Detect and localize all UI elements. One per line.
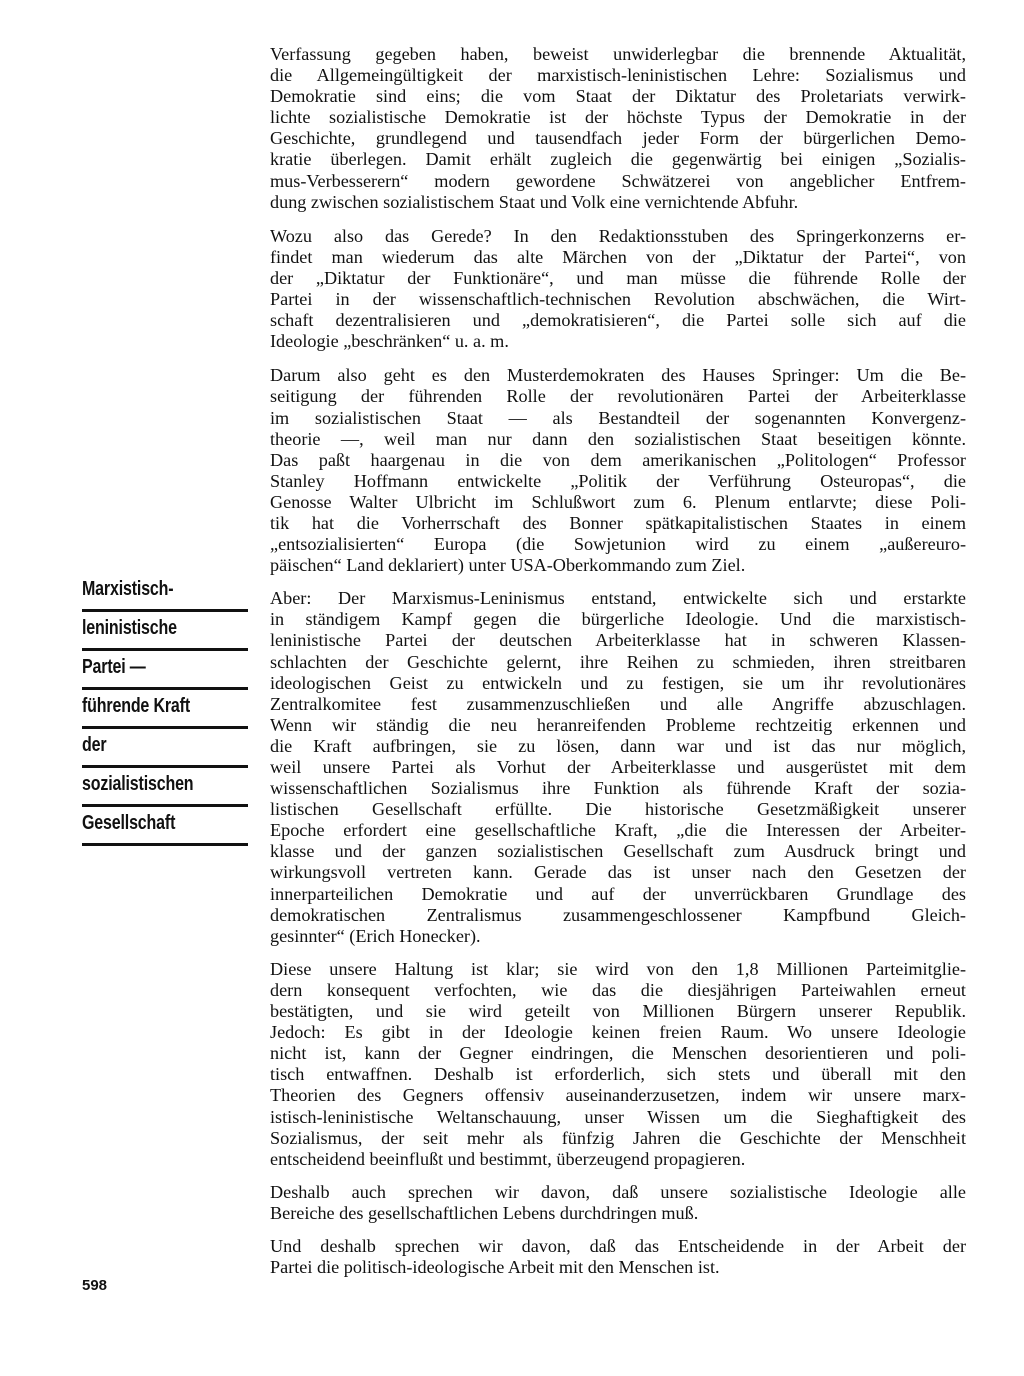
- marginal-heading-line: leninistische: [82, 617, 177, 639]
- text-line: innerparteilichen Demokratie und auf der unverrückbaren Grundlage des: [270, 883, 966, 904]
- text-line: dung zwischen sozialistischem Staat und Volk eine vernichtende Abfuhr.: [270, 191, 799, 212]
- text-line: Bereiche des gesellschaftlichen Lebens durchdringen muß.: [270, 1202, 699, 1223]
- paragraph: [270, 44, 966, 213]
- text-line: Epoche erfordert eine gesellschaftliche Kraft, „die die Interessen der Arbeiter-: [270, 820, 966, 841]
- main-text-column: [270, 44, 966, 1290]
- text-line: Geschichte, grundlegend und tausendfach jeder Form der bürgerlichen Demo-: [270, 128, 966, 149]
- paragraph: [270, 1182, 966, 1224]
- text-line: schaft dezentralisieren und „demokratisieren“, die Partei solle sich auf die: [270, 310, 966, 331]
- heading-rule: [82, 609, 248, 612]
- heading-rule: [82, 726, 248, 729]
- text-line: Partei die politisch-ideologische Arbeit mit den Menschen ist.: [270, 1257, 720, 1278]
- text-line: tik hat die Vorherrschaft des Bonner spätkapitalistischen Staates in einem: [270, 512, 966, 533]
- text-line: mus-Verbesserern“ modern gewordene Schwätzerei von angeblicher Entfrem-: [270, 170, 966, 191]
- text-line: Stanley Hoffmann entwickelte „Politik der Verführung Osteuropas“, die: [270, 470, 966, 491]
- heading-rule: [82, 765, 248, 768]
- text-line: Verfassung gegeben haben, beweist unwiderlegbar die brennende Aktualität,: [270, 44, 966, 64]
- text-line: Jedoch: Es gibt in der Ideologie keinen freien Raum. Wo unsere Ideologie: [270, 1022, 966, 1043]
- paragraph: [270, 1236, 966, 1278]
- heading-rule: [82, 804, 248, 807]
- text-line: in ständigem Kampf gegen die bürgerliche Ideologie. Und die marxistisch-: [270, 609, 966, 630]
- paragraph: [270, 365, 966, 576]
- text-line: ideologischen Geist zu entwickeln und zu festigen, sie um ihr revolutionäres: [270, 672, 966, 693]
- text-line: theorie —, weil man nur dann den sozialistischen Staat beseitigen könnte.: [270, 428, 966, 449]
- text-line: demokratischen Zentralismus zusammengeschlossener Kampfbund Gleich-: [270, 904, 966, 925]
- heading-rule: [82, 843, 248, 846]
- paragraph: [270, 226, 966, 353]
- text-line: Wenn wir ständig die neu heranreifenden Probleme rechtzeitig erkennen und: [270, 714, 966, 735]
- text-line: Demokratie sind eins; die vom Staat der Diktatur des Proletariats verwirk-: [270, 86, 966, 107]
- marginal-heading-line: der: [82, 734, 107, 756]
- text-line: tisch entwaffnen. Deshalb ist erforderlich, sich stets und überall mit den: [270, 1064, 966, 1085]
- marginal-heading-line: Partei —: [82, 656, 146, 678]
- text-line: bestätigten, und sie wird geteilt von Millionen Bürgern unserer Republik.: [270, 1001, 966, 1022]
- marginal-heading-line: Gesellschaft: [82, 812, 176, 834]
- text-line: gesinnter“ (Erich Honecker).: [270, 925, 481, 946]
- text-line: Und deshalb sprechen wir davon, daß das Entscheidende in der Arbeit der: [270, 1235, 966, 1256]
- text-line: Diese unsere Haltung ist klar; sie wird von den 1,8 Millionen Parteimitglie-: [270, 958, 966, 979]
- text-line: dern konsequent verfochten, wie das die diesjährigen Parteiwahlen erneut: [270, 979, 966, 1000]
- text-line: entscheidend beeinflußt und bestimmt, überzeugend propagieren.: [270, 1148, 746, 1169]
- marginal-heading-line: führende Kraft: [82, 695, 190, 717]
- text-line: weil unsere Partei als Vorhut der Arbeiterklasse und ausgerüstet mit dem: [270, 757, 966, 777]
- text-line: kratie überlegen. Damit erhält zugleich die gegenwärtig bei einigen „Sozialis-: [270, 149, 966, 170]
- marginal-heading: [82, 578, 248, 851]
- text-line: Partei in der wissenschaftlich-technischen Revolution abschwächen, die Wirt-: [270, 289, 966, 310]
- text-line: lichte sozialistische Demokratie ist der höchste Typus der Demokratie in der: [270, 107, 966, 128]
- text-line: wissenschaftlichen Sozialismus ihre Funktion als führende Kraft der sozia-: [270, 778, 966, 799]
- text-line: wirkungsvoll vertreten kann. Gerade das ist unser nach den Gesetzen der: [270, 862, 966, 883]
- marginal-heading-line: Marxistisch-: [82, 578, 174, 600]
- text-line: die Kraft aufbringen, sie zu lösen, dann war und ist das nur möglich,: [270, 735, 966, 756]
- text-line: im sozialistischen Staat — als Bestandteil der sogenannten Konvergenz-: [270, 407, 966, 428]
- text-line: Das paßt haargenau in die von dem amerikanischen „Politologen“ Professor: [270, 449, 966, 470]
- text-line: findet man wiederum das alte Märchen von der „Diktatur der Partei“, von: [270, 246, 966, 267]
- text-line: Deshalb auch sprechen wir davon, daß unsere sozialistische Ideologie alle: [270, 1181, 966, 1202]
- page-number: 598: [82, 1277, 108, 1294]
- text-line: der „Diktatur der Funktionäre“, und man müsse die führende Rolle der: [270, 267, 966, 288]
- text-line: Theorien des Gegners offensiv auseinanderzusetzen, indem wir unsere marx-: [270, 1085, 966, 1106]
- paragraph: [270, 959, 966, 1170]
- text-line: Aber: Der Marxismus-Leninismus entstand, entwickelte sich und erstarkte: [270, 588, 966, 609]
- text-line: Genosse Walter Ulbricht im Schlußwort zum 6. Plenum entlarvte; diese Poli-: [270, 491, 966, 512]
- text-line: Zentralkomitee fest zusammenzuschließen und alle Angriffe abzuschlagen.: [270, 693, 966, 714]
- text-line: päischen“ Land deklariert) unter USA-Oberkommando zum Ziel.: [270, 555, 746, 576]
- text-line: istisch-leninistische Weltanschauung, unser Wissen um die Sieghaftigkeit des: [270, 1106, 966, 1127]
- text-line: Wozu also das Gerede? In den Redaktionsstuben des Springerkonzerns er-: [270, 225, 966, 246]
- text-line: listischen Gesellschaft erfüllte. Die historische Gesetzmäßigkeit unserer: [270, 799, 966, 820]
- text-line: nicht ist, kann der Gegner eindringen, die Menschen desorientieren und poli-: [270, 1043, 966, 1064]
- text-line: klasse und der ganzen sozialistischen Gesellschaft zum Ausdruck bringt und: [270, 841, 966, 862]
- heading-rule: [82, 648, 248, 651]
- text-line: die Allgemeingültigkeit der marxistisch-leninistischen Lehre: Sozialismus und: [270, 65, 966, 86]
- text-line: leninistische Partei der deutschen Arbeiterklasse hat in schweren Klassen-: [270, 630, 966, 651]
- text-line: Darum also geht es den Musterdemokraten des Hauses Springer: Um die Be-: [270, 365, 966, 386]
- paragraph: [270, 588, 966, 947]
- marginal-heading-line: sozialistischen: [82, 773, 194, 795]
- text-line: seitigung der führenden Rolle der revolutionären Partei der Arbeiterklasse: [270, 386, 966, 407]
- text-line: Sozialismus, der seit mehr als fünfzig Jahren die Geschichte der Menschheit: [270, 1127, 966, 1148]
- text-line: schlachten der Geschichte gelernt, ihre Reihen zu schmieden, ihren streitbaren: [270, 651, 966, 672]
- heading-rule: [82, 687, 248, 690]
- text-line: „entsozialisierten“ Europa (die Sowjetunion wird zu einem „außereuro-: [270, 534, 966, 555]
- text-line: Ideologie „beschränken“ u. a. m.: [270, 331, 509, 352]
